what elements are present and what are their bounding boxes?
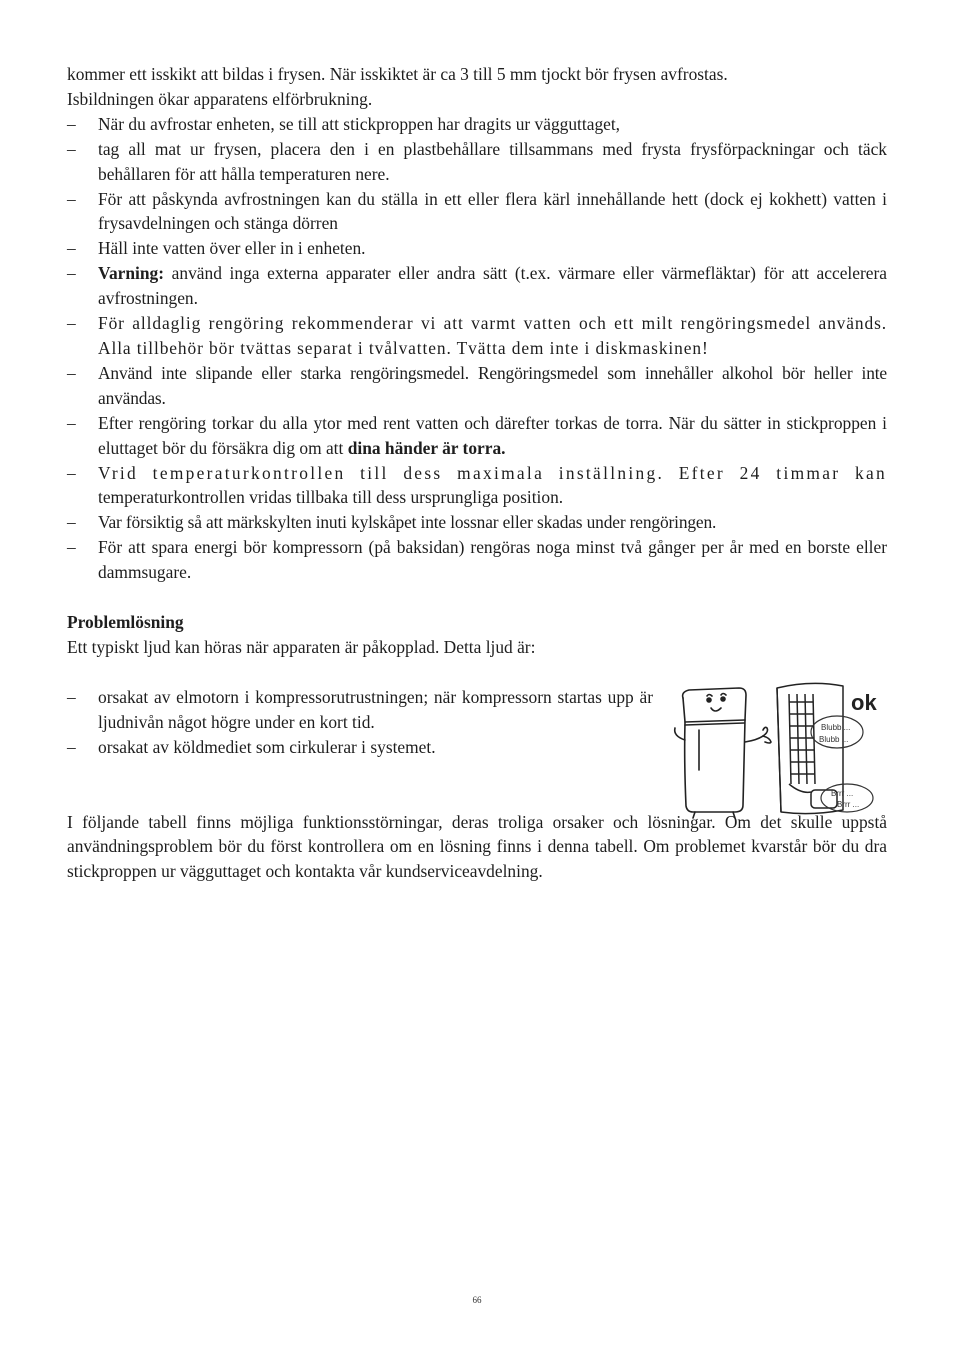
list-item: – orsakat av köldmediet som cirkulerar i systemet. (67, 735, 653, 760)
intro-line-1: kommer ett isskikt att bildas i frysen. När isskiktet är ca 3 till 5 mm tjockt bör frysen avfrostas. (67, 64, 728, 84)
list-item: – Häll inte vatten över eller in i enheten. (67, 236, 887, 261)
list-item: – När du avfrostar enheten, se till att stickproppen har dragits ur vägguttaget, (67, 112, 887, 137)
list-item-text: temperaturkontrollen vridas tillbaka till dess ursprungliga position. (98, 487, 564, 508)
list-item (67, 461, 887, 511)
list-item: – För att spara energi bör kompressorn (på baksidan) rengöras noga minst två gånger per år med en borste eller dammsugare. (67, 535, 887, 585)
list-item (67, 411, 887, 461)
list-item: – tag all mat ur frysen, placera den i en plastbehållare tillsammans med frysta frysförpackningar och täck behållaren för att hålla temperaturen nere. (67, 137, 887, 187)
intro-line-2: Isbildningen ökar apparatens elförbrukning. (67, 88, 373, 109)
dry-hands-emphasis: dina händer är torra. (347, 437, 506, 458)
problem-intro: Ett typiskt ljud kan höras när apparaten är påkopplad. Detta ljud är: (67, 636, 536, 657)
warning-text: använd inga externa apparater eller andra sätt (t.ex. värmare eller värmefläktar) för att accelerera avfrostningen. (98, 263, 887, 309)
list-item-text: – Vrid temperaturkontrollen till dess maximala inställning. Efter 24 timmar kan (98, 462, 887, 483)
list-item-text: Efter rengöring torkar du alla ytor med rent vatten och därefter torkas de torra. När du sätter in stickproppen i eluttaget bör du försäkra dig om att (98, 412, 887, 458)
page-number: 66 (472, 1295, 482, 1305)
list-item (67, 311, 887, 361)
list-item: – orsakat av elmotorn i kompressorutrustningen; när kompressorn startas upp är ljudnivån något högre under en kort tid. (67, 685, 653, 735)
closing-paragraph: I följande tabell finns möjliga funktionsstörningar, deras troliga orsaker och lösningar. Om det skulle uppstå användningsproblem bör du först kontrollera om en lösning finns i denna tabell. Om problemet kvarstår bör du dra stickproppen ur vägguttaget och kontakta vår kundserviceavdelning. (67, 811, 887, 882)
list-item: – Var försiktig så att märkskylten inuti kylskåpet inte lossnar eller skadas under rengöringen. (67, 510, 887, 535)
fridge-illustration (671, 680, 887, 820)
ok-label: ok (851, 689, 877, 715)
brrr-label-2: Brrr ... (837, 799, 860, 809)
defrost-cleaning-list (67, 112, 887, 585)
list-item: – För att påskynda avfrostningen kan du ställa in ett eller flera kärl innehållande hett (dock ej kokhett) vatten i frysavdelningen och stänga dörren (67, 187, 887, 237)
document-page (67, 62, 887, 884)
problem-heading: Problemlösning (67, 612, 184, 633)
warning-label: Varning: (98, 263, 165, 284)
list-item-text: För alldaglig rengöring rekommenderar vi att varmt vatten och ett milt rengöringsmedel används. Alla tillbehör bör tvättas separat i tvålvatten. Tvätta dem inte i diskmaskinen! (98, 313, 887, 358)
problem-section (67, 660, 887, 809)
blubb-label-1: Blubb ... (821, 722, 851, 732)
list-item (67, 261, 887, 311)
sound-causes-list (67, 685, 653, 760)
blubb-label-2: Blubb ... (819, 734, 849, 744)
list-item: – Använd inte slipande eller starka rengöringsmedel. Rengöringsmedel som innehåller alkohol bör heller inte användas. (67, 361, 887, 411)
brrr-label-1: Brrr ... (831, 788, 854, 798)
